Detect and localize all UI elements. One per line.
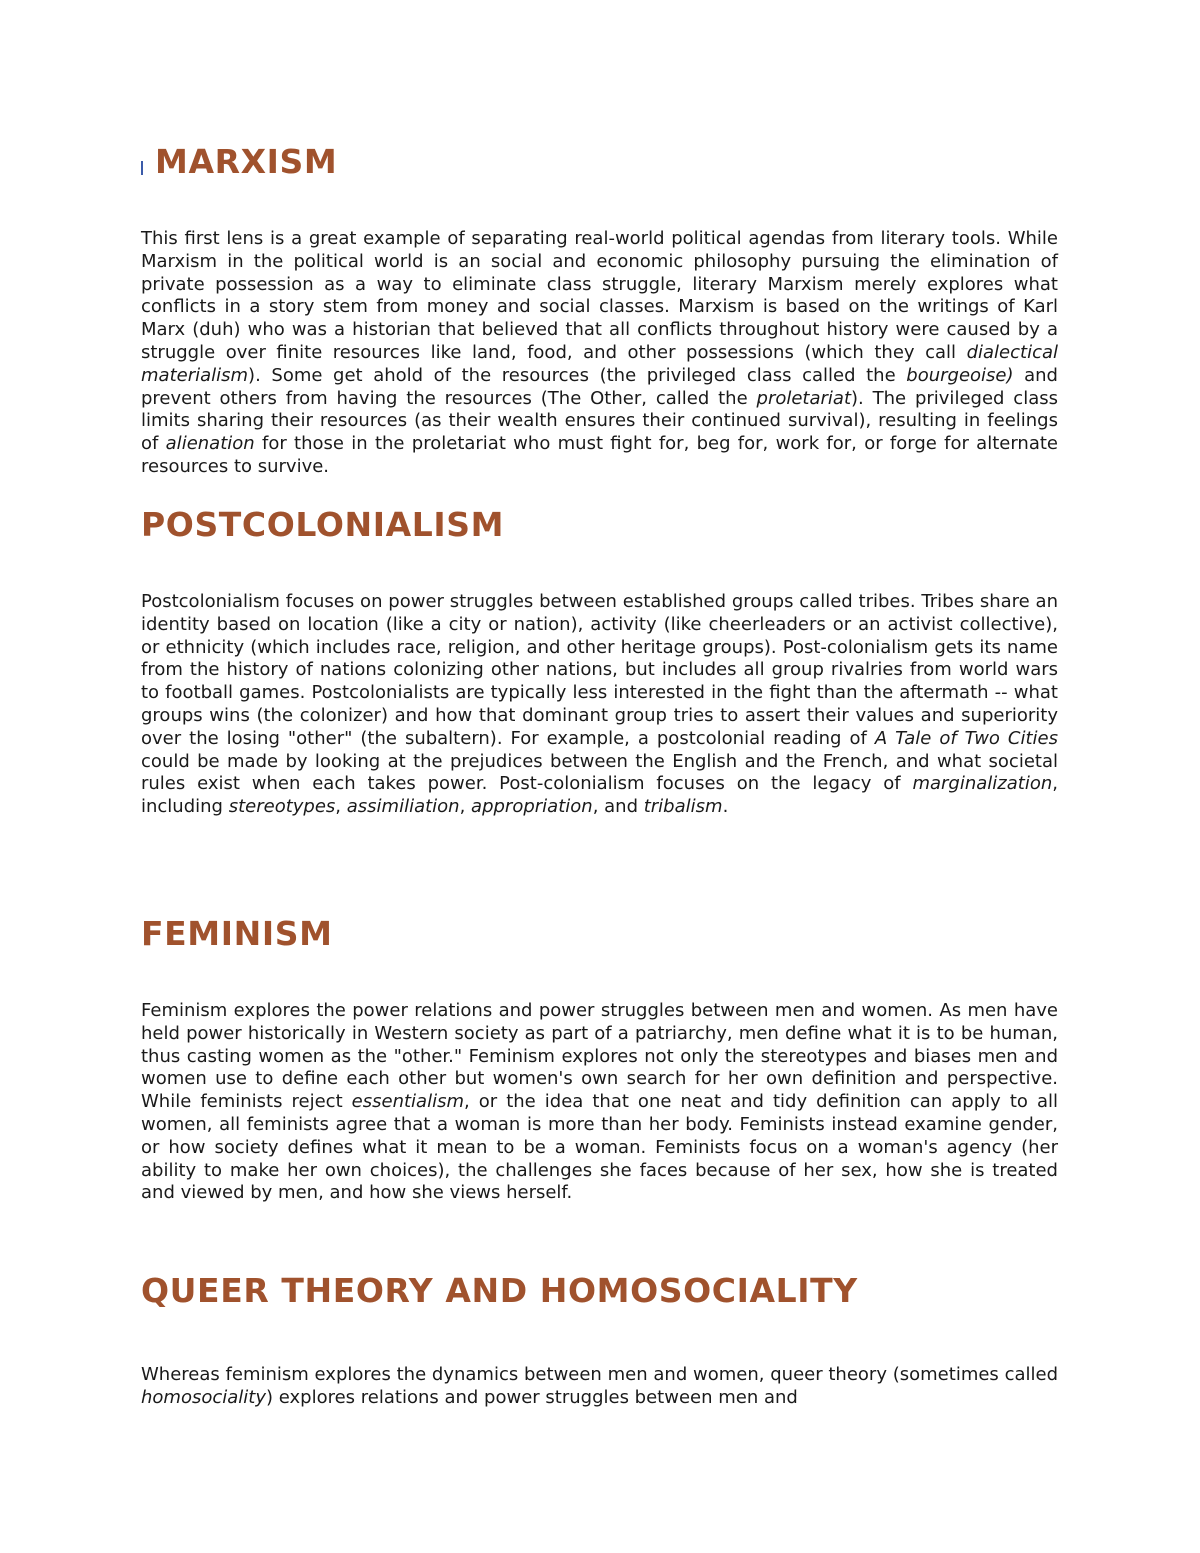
heading-text: MARXISM	[155, 142, 338, 181]
italic-term: tribalism	[643, 796, 723, 818]
italic-term: marginalization	[912, 773, 1053, 795]
italic-term: bourgeoise)	[906, 364, 1014, 386]
section-heading: POSTCOLONIALISM	[141, 505, 505, 544]
text-run: , or the idea that one neat and tidy definition can apply to all women, all feminists agree that a woman is more than her body. Feminists instead examine gender, or how society defines what it mean to be a woman. Feminists focus on a woman's agency (her ability to make her own choices), the challenges she faces because of her sex, how she is treated and viewed by men, and how she views herself.	[141, 1091, 1058, 1204]
italic-term: essentialism	[351, 1091, 464, 1113]
text-run: , and	[592, 796, 644, 818]
text-cursor-marker	[141, 161, 143, 175]
text-run: ) explores relations and power struggles between men and	[266, 1386, 798, 1408]
section-marxism	[141, 142, 1058, 479]
italic-term: alienation	[165, 433, 255, 455]
text-run: Postcolonialism focuses on power struggles between established groups called tribes. Tribes share an identity based on location (like a city or nation), activity (like cheerleaders or an activist collective), or ethnicity (which includes race, religion, and other heritage groups). Post-colonialism gets its name from the history of nations colonizing other nations, but includes all group rivalries from world wars to football games. Postcolonialists are typically less interested in the fight than the aftermath -- what groups wins (the colonizer) and how that dominant group tries to assert their values and superiority over the losing "other" (the subaltern). For example, a postcolonial reading of	[141, 591, 1058, 749]
section-paragraph	[141, 1000, 1058, 1205]
italic-term: dialectical materialism	[141, 341, 1058, 386]
section-feminism	[141, 914, 1058, 1205]
text-run: ). Some get ahold of the resources (the privileged class called the	[248, 364, 907, 386]
text-run: .	[722, 796, 729, 818]
text-run: , including	[141, 773, 1058, 818]
italic-term: appropriation	[471, 796, 593, 818]
text-run: Whereas feminism explores the dynamics between men and women, queer theory (sometimes called	[141, 1364, 1058, 1385]
section-heading: FEMINISM	[141, 914, 333, 953]
text-run: ,	[459, 796, 472, 818]
text-run: ,	[335, 796, 347, 818]
section-queer-theory	[141, 1271, 1058, 1410]
section-paragraph	[141, 591, 1058, 819]
text-run: could be made by looking at the prejudices between the English and the French, and what societal rules exist when each takes power. Post-colonialism focuses on the legacy of	[141, 750, 1058, 795]
text-run: ). The privileged class limits sharing their resources (as their wealth ensures their continued survival), resulting in feelings of	[141, 387, 1058, 455]
section-postcolonialism	[141, 505, 1058, 819]
section-heading: QUEER THEORY AND HOMOSOCIALITY	[141, 1271, 858, 1310]
section-paragraph	[141, 1364, 1058, 1410]
italic-term: proletariat	[756, 387, 852, 409]
text-run: Feminism explores the power relations and power struggles between men and women. As men have held power historically in Western society as part of a patriarchy, men define what it is to be human, thus casting women as the "other." Feminism explores not only the stereotypes and biases men and women use to define each other but women's own search for her own definition and perspective. While feminists reject	[141, 1000, 1058, 1113]
italic-term: assimiliation	[346, 796, 460, 818]
text-run: This first lens is a great example of separating real-world political agendas from literary tools. While Marxism in the political world is an social and economic philosophy pursuing the elimination of private possession as a way to eliminate class struggle, literary Marxism merely explores what conflicts in a story stem from money and social classes. Marxism is based on the writings of Karl Marx (duh) who was a historian that believed that all conflicts throughout history were caused by a struggle over finite resources like land, food, and other possessions (which they call	[141, 228, 1058, 363]
text-run: and prevent others from having the resources (The Other, called the	[141, 364, 1058, 409]
italic-term: stereotypes	[228, 796, 336, 818]
section-heading	[141, 142, 1058, 182]
italic-term: A Tale of Two Cities	[874, 727, 1058, 749]
italic-term: homosociality	[141, 1386, 266, 1408]
text-run: for those in the proletariat who must fight for, beg for, work for, or forge for alternate resources to survive.	[141, 433, 1058, 477]
section-paragraph	[141, 228, 1058, 479]
